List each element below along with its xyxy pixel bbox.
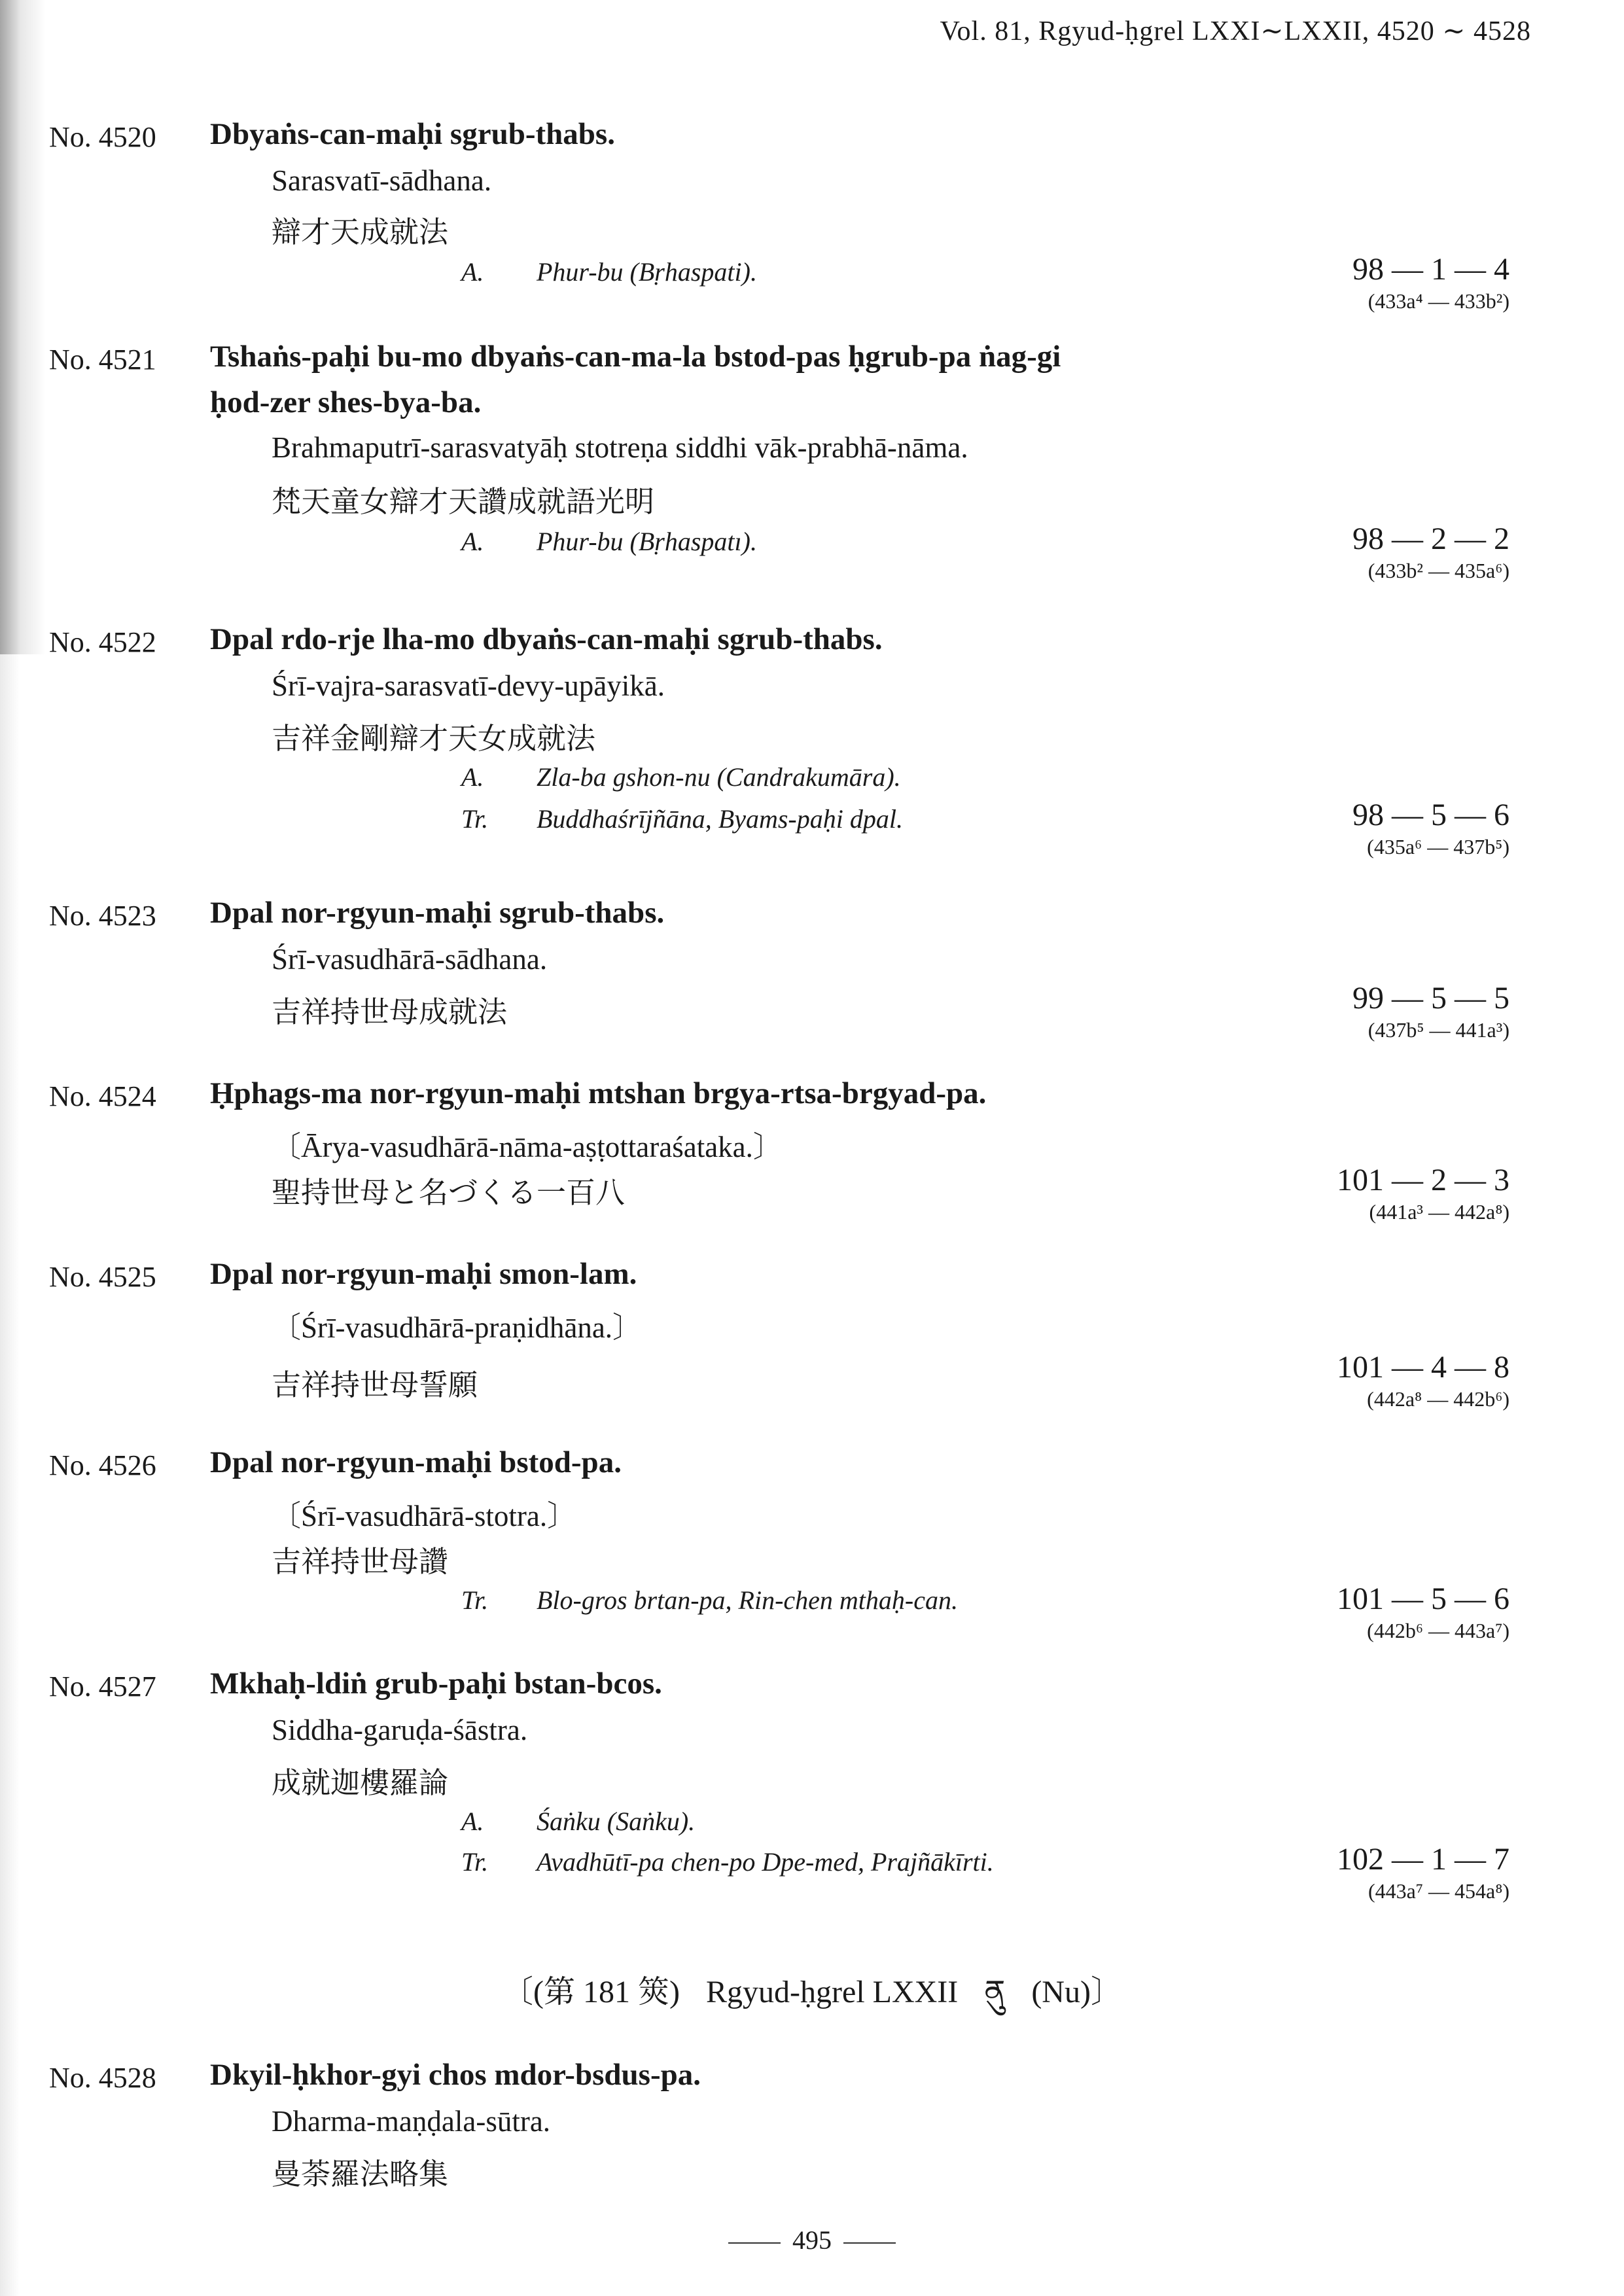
chinese-title: 吉祥金剛辯才天女成就法 xyxy=(272,721,596,756)
volume-reference: 99 — 5 — 5 xyxy=(1352,981,1509,1016)
person-name: Phur-bu (Bṛhaspati). xyxy=(537,257,757,287)
person-name: Blo-gros brtan-pa, Rin-chen mthaḥ-can. xyxy=(537,1585,958,1615)
person-name: Zla-ba gshon-nu (Candrakumāra). xyxy=(537,762,901,792)
tibetan-title: Tshaṅs-paḥi bu-mo dbyaṅs-can-ma-la bstod-pas ḥgrub-pa ṅag-gi xyxy=(210,340,1061,374)
chinese-title: 吉祥持世母讚 xyxy=(272,1544,449,1579)
tibetan-title: Dpal nor-rgyun-maḥi smon-lam. xyxy=(210,1257,637,1291)
tibetan-title: Ḥphags-ma nor-rgyun-maḥi mtshan brgya-rtsa-brgyad-pa. xyxy=(210,1076,987,1110)
person-name: Avadhūtī-pa chen-po Dpe-med, Prajñākīrti. xyxy=(537,1847,994,1877)
tibetan-title: Dpal nor-rgyun-maḥi sgrub-thabs. xyxy=(210,896,665,930)
folio-range: (443a⁷ — 454a⁸) xyxy=(1368,1879,1509,1903)
volume-heading xyxy=(0,1956,1624,2045)
chinese-title: 聖持世母と名づくる一百八 xyxy=(272,1175,626,1210)
sanskrit-title: 〔Ārya-vasudhārā-nāma-aṣṭottaraśataka.〕 xyxy=(272,1131,783,1163)
chinese-title: 吉祥持世母誓願 xyxy=(272,1368,478,1402)
scan-margin-shadow-lower xyxy=(0,654,20,2296)
page-number-footer xyxy=(0,2225,1624,2255)
folio-range: (442b⁶ — 443a⁷) xyxy=(1367,1619,1509,1642)
volume-reference: 101 — 4 — 8 xyxy=(1337,1350,1509,1385)
entry-number: No. 4526 xyxy=(49,1449,156,1481)
volume-reference: 98 — 2 — 2 xyxy=(1352,521,1509,556)
entry-number: No. 4528 xyxy=(49,2062,156,2094)
tibetan-title-cont: ḥod-zer shes-bya-ba. xyxy=(210,385,482,419)
sanskrit-title: 〔Śrī-vasudhārā-stotra.〕 xyxy=(272,1500,577,1532)
tibetan-title: Dkyil-ḥkhor-gyi chos mdor-bsdus-pa. xyxy=(210,2058,701,2092)
chinese-title: 成就迦樓羅論 xyxy=(272,1765,449,1800)
tibetan-title: Mkhaḥ-ldiṅ grub-paḥi bstan-bcos. xyxy=(210,1667,662,1701)
page-number: 495 xyxy=(792,2225,832,2255)
entry-number: No. 4527 xyxy=(49,1670,156,1703)
role-label: Tr. xyxy=(461,804,489,834)
chinese-title: 梵天童女辯才天讚成就語光明 xyxy=(272,484,655,519)
role-label: A. xyxy=(461,1807,484,1836)
tibetan-title: Dpal nor-rgyun-maḥi bstod-pa. xyxy=(210,1445,622,1479)
volume-heading-title: Rgyud-ḥgrel LXXII xyxy=(706,1975,959,2009)
tibetan-letter-glyph: ནུ xyxy=(984,1973,1006,2010)
person-name: Śaṅku (Saṅku). xyxy=(537,1807,696,1836)
entry-number: No. 4525 xyxy=(49,1261,156,1293)
sanskrit-title: Śrī-vasudhārā-sādhana. xyxy=(272,943,548,976)
folio-range: (437b⁵ — 441a³) xyxy=(1368,1018,1509,1042)
sanskrit-title: Dharma-maṇḍala-sūtra. xyxy=(272,2105,551,2138)
folio-range: (435a⁶ — 437b⁵) xyxy=(1367,835,1509,858)
sanskrit-title: Siddha-garuḍa-śāstra. xyxy=(272,1714,528,1746)
sanskrit-title: Śrī-vajra-sarasvatī-devy-upāyikā. xyxy=(272,669,665,702)
footer-dash-right xyxy=(843,2242,896,2244)
entry-number: No. 4523 xyxy=(49,900,156,932)
person-name: Buddhaśrījñāna, Byams-paḥi dpal. xyxy=(537,804,903,834)
entry-number: No. 4520 xyxy=(49,121,156,153)
entry-number: No. 4524 xyxy=(49,1080,156,1112)
role-label: Tr. xyxy=(461,1585,489,1615)
volume-heading-open: 〔(第 181 筴) xyxy=(502,1975,680,2009)
folio-range: (433a⁴ — 433b²) xyxy=(1368,289,1509,313)
volume-reference: 98 — 1 — 4 xyxy=(1352,252,1509,287)
running-head: Vol. 81, Rgyud-ḥgrel LXXI∼LXXII, 4520 ∼ 4528 xyxy=(940,16,1531,46)
folio-range: (442a⁸ — 442b⁶) xyxy=(1367,1387,1509,1411)
role-label: A. xyxy=(461,257,484,287)
folio-range: (441a³ — 442a⁸) xyxy=(1369,1200,1509,1224)
volume-reference: 102 — 1 — 7 xyxy=(1337,1842,1509,1877)
scan-margin-shadow xyxy=(0,0,46,654)
footer-dash-left xyxy=(728,2242,781,2244)
role-label: A. xyxy=(461,527,484,556)
entry-number: No. 4522 xyxy=(49,626,156,658)
chinese-title: 吉祥持世母成就法 xyxy=(272,995,508,1029)
volume-reference: 101 — 2 — 3 xyxy=(1337,1163,1509,1197)
sanskrit-title: Brahmaputrī-sarasvatyāḥ stotreṇa siddhi vāk-prabhā-nāma. xyxy=(272,431,968,464)
role-label: Tr. xyxy=(461,1847,489,1877)
folio-range: (433b² — 435a⁶) xyxy=(1368,559,1509,582)
tibetan-title: Dbyaṅs-can-maḥi sgrub-thabs. xyxy=(210,117,615,151)
entry-number: No. 4521 xyxy=(49,344,156,376)
role-label: A. xyxy=(461,762,484,792)
person-name: Phur-bu (Bṛhaspatı). xyxy=(537,527,757,556)
volume-reference: 98 — 5 — 6 xyxy=(1352,798,1509,832)
sanskrit-title: Sarasvatī-sādhana. xyxy=(272,164,492,197)
sanskrit-title: 〔Śrī-vasudhārā-praṇidhāna.〕 xyxy=(272,1311,643,1344)
volume-heading-close: (Nu)〕 xyxy=(1031,1975,1122,2009)
chinese-title: 辯才天成就法 xyxy=(272,215,449,249)
chinese-title: 曼荼羅法略集 xyxy=(272,2157,449,2191)
tibetan-title: Dpal rdo-rje lha-mo dbyaṅs-can-maḥi sgrub-thabs. xyxy=(210,622,883,656)
volume-reference: 101 — 5 — 6 xyxy=(1337,1581,1509,1616)
